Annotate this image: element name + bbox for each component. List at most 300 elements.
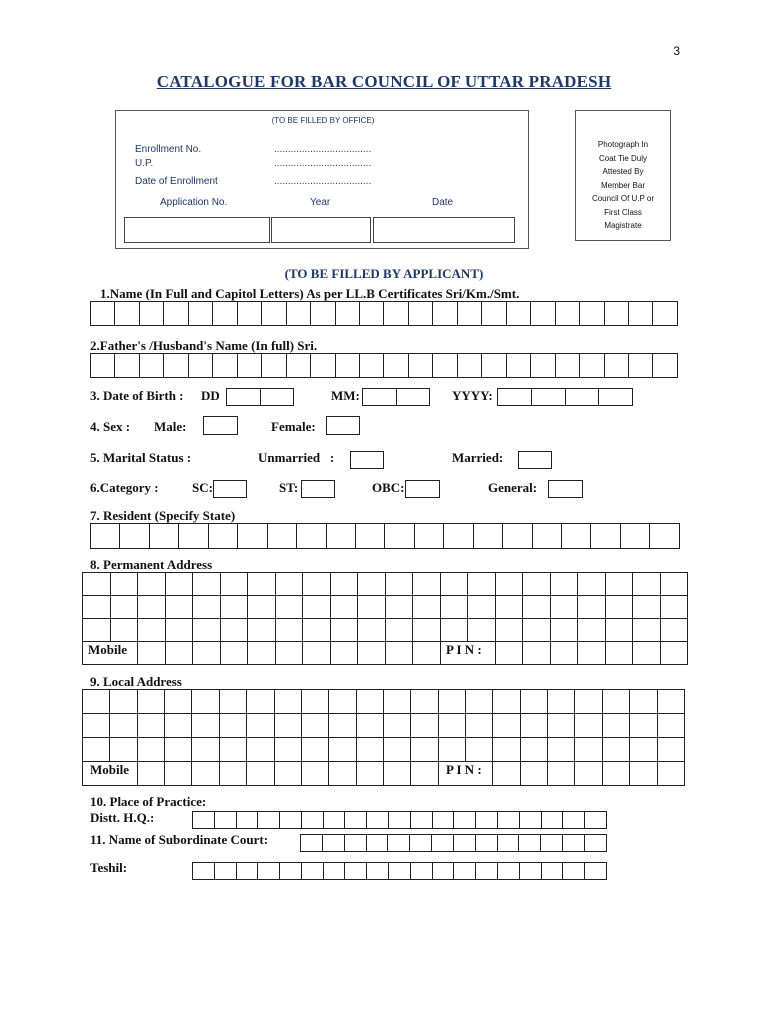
local-address-row[interactable]: [82, 689, 685, 714]
input-cell[interactable]: [357, 572, 386, 596]
input-cell[interactable]: [550, 595, 579, 619]
input-cell[interactable]: [475, 834, 498, 852]
input-cell[interactable]: [191, 737, 219, 762]
input-cell[interactable]: [518, 834, 541, 852]
input-cell[interactable]: [137, 618, 166, 642]
input-cell[interactable]: [335, 353, 360, 378]
input-cell[interactable]: [520, 689, 548, 714]
input-cell[interactable]: [302, 595, 331, 619]
input-cell[interactable]: [212, 301, 237, 326]
input-cell[interactable]: [139, 301, 164, 326]
input-cell[interactable]: [432, 862, 455, 880]
input-cell[interactable]: [164, 737, 192, 762]
input-cell[interactable]: [357, 595, 386, 619]
input-cell[interactable]: [652, 353, 677, 378]
input-cell[interactable]: [247, 595, 276, 619]
input-cell[interactable]: [481, 353, 506, 378]
input-cell[interactable]: [356, 713, 384, 738]
input-cell[interactable]: [605, 572, 634, 596]
input-cell[interactable]: [628, 301, 653, 326]
input-cell[interactable]: [629, 737, 657, 762]
input-cell[interactable]: [149, 523, 179, 549]
input-cell[interactable]: [550, 641, 579, 665]
input-cell[interactable]: [213, 480, 247, 498]
input-cell[interactable]: [520, 713, 548, 738]
input-cell[interactable]: [497, 862, 520, 880]
input-cell[interactable]: [300, 834, 323, 852]
input-cell[interactable]: [226, 388, 261, 406]
input-cell[interactable]: [473, 523, 503, 549]
input-cell[interactable]: [301, 737, 329, 762]
input-cell[interactable]: [590, 523, 620, 549]
input-cell[interactable]: [602, 761, 630, 786]
dob-day-boxes[interactable]: [226, 388, 294, 406]
input-cell[interactable]: [506, 353, 531, 378]
input-cell[interactable]: [192, 862, 215, 880]
input-cell[interactable]: [388, 811, 411, 829]
input-cell[interactable]: [220, 595, 249, 619]
input-cell[interactable]: [604, 353, 629, 378]
input-cell[interactable]: [301, 761, 329, 786]
input-cell[interactable]: [219, 737, 247, 762]
input-cell[interactable]: [574, 737, 602, 762]
input-cell[interactable]: [246, 713, 274, 738]
input-cell[interactable]: [330, 618, 359, 642]
input-cell[interactable]: [432, 811, 455, 829]
input-cell[interactable]: [165, 595, 194, 619]
input-cell[interactable]: [412, 572, 441, 596]
input-cell[interactable]: [440, 618, 469, 642]
input-cell[interactable]: [164, 713, 192, 738]
input-cell[interactable]: [328, 761, 356, 786]
input-cell[interactable]: [357, 618, 386, 642]
input-cell[interactable]: [82, 595, 111, 619]
input-cell[interactable]: [220, 572, 249, 596]
input-cell[interactable]: [385, 572, 414, 596]
input-cell[interactable]: [236, 862, 259, 880]
input-cell[interactable]: [328, 713, 356, 738]
input-cell[interactable]: [191, 689, 219, 714]
input-cell[interactable]: [481, 301, 506, 326]
input-cell[interactable]: [119, 523, 149, 549]
input-cell[interactable]: [237, 353, 262, 378]
input-cell[interactable]: [465, 737, 493, 762]
input-cell[interactable]: [261, 301, 286, 326]
input-cell[interactable]: [366, 862, 389, 880]
input-cell[interactable]: [574, 713, 602, 738]
input-cell[interactable]: [628, 353, 653, 378]
input-cell[interactable]: [467, 595, 496, 619]
input-cell[interactable]: [335, 301, 360, 326]
input-cell[interactable]: [383, 761, 411, 786]
permanent-address-row[interactable]: [82, 618, 688, 642]
input-cell[interactable]: [652, 301, 677, 326]
input-cell[interactable]: [257, 811, 280, 829]
input-cell[interactable]: [220, 618, 249, 642]
input-cell[interactable]: [139, 353, 164, 378]
input-cell[interactable]: [302, 618, 331, 642]
input-cell[interactable]: [440, 572, 469, 596]
input-cell[interactable]: [366, 811, 389, 829]
input-cell[interactable]: [584, 862, 607, 880]
input-cell[interactable]: [506, 301, 531, 326]
input-cell[interactable]: [310, 353, 335, 378]
input-cell[interactable]: [495, 641, 524, 665]
obc-checkbox[interactable]: [405, 480, 440, 498]
input-cell[interactable]: [577, 618, 606, 642]
input-cell[interactable]: [657, 737, 685, 762]
male-checkbox[interactable]: [203, 416, 238, 435]
teshil-boxes[interactable]: [192, 862, 607, 880]
input-cell[interactable]: [412, 595, 441, 619]
name-boxes[interactable]: [90, 301, 678, 326]
permanent-address-mobile-row[interactable]: [82, 641, 688, 665]
input-cell[interactable]: [457, 301, 482, 326]
input-cell[interactable]: [344, 862, 367, 880]
input-cell[interactable]: [632, 618, 661, 642]
input-cell[interactable]: [301, 689, 329, 714]
input-cell[interactable]: [605, 618, 634, 642]
input-cell[interactable]: [467, 572, 496, 596]
input-cell[interactable]: [574, 761, 602, 786]
input-cell[interactable]: [465, 713, 493, 738]
input-cell[interactable]: [492, 761, 520, 786]
input-cell[interactable]: [540, 834, 563, 852]
input-cell[interactable]: [530, 353, 555, 378]
input-cell[interactable]: [279, 811, 302, 829]
input-cell[interactable]: [203, 416, 238, 435]
input-cell[interactable]: [301, 862, 324, 880]
input-cell[interactable]: [137, 737, 165, 762]
input-cell[interactable]: [497, 834, 520, 852]
input-cell[interactable]: [302, 641, 331, 665]
input-cell[interactable]: [301, 713, 329, 738]
input-cell[interactable]: [212, 353, 237, 378]
female-checkbox[interactable]: [326, 416, 360, 435]
input-cell[interactable]: [602, 689, 630, 714]
st-checkbox[interactable]: [301, 480, 335, 498]
input-cell[interactable]: [275, 618, 304, 642]
input-cell[interactable]: [410, 737, 438, 762]
input-cell[interactable]: [562, 834, 585, 852]
input-cell[interactable]: [519, 811, 542, 829]
input-cell[interactable]: [657, 689, 685, 714]
input-cell[interactable]: [550, 572, 579, 596]
input-cell[interactable]: [577, 641, 606, 665]
input-cell[interactable]: [495, 595, 524, 619]
input-cell[interactable]: [629, 713, 657, 738]
input-cell[interactable]: [660, 641, 689, 665]
input-cell[interactable]: [82, 618, 111, 642]
input-cell[interactable]: [219, 689, 247, 714]
input-cell[interactable]: [323, 862, 346, 880]
input-cell[interactable]: [110, 595, 139, 619]
input-cell[interactable]: [192, 618, 221, 642]
input-cell[interactable]: [188, 353, 213, 378]
input-cell[interactable]: [164, 689, 192, 714]
input-cell[interactable]: [602, 737, 630, 762]
local-address-row[interactable]: [82, 713, 685, 738]
input-cell[interactable]: [302, 572, 331, 596]
input-cell[interactable]: [137, 595, 166, 619]
input-cell[interactable]: [188, 301, 213, 326]
input-cell[interactable]: [110, 618, 139, 642]
input-cell[interactable]: [541, 811, 564, 829]
input-cell[interactable]: [214, 862, 237, 880]
input-cell[interactable]: [555, 301, 580, 326]
input-cell[interactable]: [356, 761, 384, 786]
input-cell[interactable]: [410, 713, 438, 738]
input-cell[interactable]: [236, 811, 259, 829]
father-name-boxes[interactable]: [90, 353, 678, 378]
input-cell[interactable]: [492, 737, 520, 762]
input-cell[interactable]: [579, 353, 604, 378]
input-cell[interactable]: [410, 761, 438, 786]
input-cell[interactable]: [110, 572, 139, 596]
input-cell[interactable]: [550, 618, 579, 642]
input-cell[interactable]: [82, 572, 111, 596]
input-cell[interactable]: [385, 595, 414, 619]
input-cell[interactable]: [330, 572, 359, 596]
input-cell[interactable]: [579, 301, 604, 326]
year-box[interactable]: [271, 217, 371, 243]
dob-year-boxes[interactable]: [497, 388, 633, 406]
input-cell[interactable]: [165, 572, 194, 596]
input-cell[interactable]: [385, 618, 414, 642]
input-cell[interactable]: [286, 301, 311, 326]
input-cell[interactable]: [440, 595, 469, 619]
sc-checkbox[interactable]: [213, 480, 247, 498]
input-cell[interactable]: [328, 689, 356, 714]
input-cell[interactable]: [192, 595, 221, 619]
input-cell[interactable]: [310, 301, 335, 326]
input-cell[interactable]: [137, 761, 165, 786]
input-cell[interactable]: [137, 641, 166, 665]
input-cell[interactable]: [561, 523, 591, 549]
input-cell[interactable]: [547, 761, 575, 786]
input-cell[interactable]: [323, 811, 346, 829]
input-cell[interactable]: [163, 301, 188, 326]
input-cell[interactable]: [629, 761, 657, 786]
input-cell[interactable]: [247, 618, 276, 642]
input-cell[interactable]: [383, 713, 411, 738]
input-cell[interactable]: [495, 618, 524, 642]
input-cell[interactable]: [443, 523, 473, 549]
input-cell[interactable]: [82, 737, 110, 762]
input-cell[interactable]: [457, 353, 482, 378]
input-cell[interactable]: [274, 713, 302, 738]
input-cell[interactable]: [384, 523, 414, 549]
input-cell[interactable]: [356, 737, 384, 762]
input-cell[interactable]: [408, 301, 433, 326]
local-address-mobile-row[interactable]: [82, 761, 685, 786]
resident-boxes[interactable]: [90, 523, 680, 549]
input-cell[interactable]: [518, 451, 552, 469]
input-cell[interactable]: [257, 862, 280, 880]
input-cell[interactable]: [90, 353, 115, 378]
input-cell[interactable]: [465, 689, 493, 714]
input-cell[interactable]: [383, 689, 411, 714]
input-cell[interactable]: [109, 737, 137, 762]
input-cell[interactable]: [414, 523, 444, 549]
input-cell[interactable]: [632, 572, 661, 596]
input-cell[interactable]: [548, 480, 583, 498]
input-cell[interactable]: [522, 641, 551, 665]
input-cell[interactable]: [475, 862, 498, 880]
input-cell[interactable]: [383, 737, 411, 762]
input-cell[interactable]: [453, 834, 476, 852]
input-cell[interactable]: [574, 689, 602, 714]
input-cell[interactable]: [164, 761, 192, 786]
input-cell[interactable]: [359, 353, 384, 378]
dob-month-boxes[interactable]: [362, 388, 430, 406]
permanent-address-row[interactable]: [82, 595, 688, 619]
input-cell[interactable]: [322, 834, 345, 852]
input-cell[interactable]: [412, 641, 441, 665]
input-cell[interactable]: [453, 862, 476, 880]
input-cell[interactable]: [598, 388, 633, 406]
input-cell[interactable]: [502, 523, 532, 549]
input-cell[interactable]: [192, 811, 215, 829]
input-cell[interactable]: [328, 737, 356, 762]
input-cell[interactable]: [657, 761, 685, 786]
input-cell[interactable]: [555, 353, 580, 378]
input-cell[interactable]: [178, 523, 208, 549]
input-cell[interactable]: [432, 301, 457, 326]
general-checkbox[interactable]: [548, 480, 583, 498]
input-cell[interactable]: [584, 811, 607, 829]
input-cell[interactable]: [438, 737, 466, 762]
input-cell[interactable]: [208, 523, 238, 549]
input-cell[interactable]: [541, 862, 564, 880]
input-cell[interactable]: [522, 595, 551, 619]
input-cell[interactable]: [274, 761, 302, 786]
input-cell[interactable]: [165, 618, 194, 642]
input-cell[interactable]: [237, 523, 267, 549]
input-cell[interactable]: [438, 689, 466, 714]
input-cell[interactable]: [605, 595, 634, 619]
input-cell[interactable]: [408, 353, 433, 378]
input-cell[interactable]: [547, 689, 575, 714]
input-cell[interactable]: [657, 713, 685, 738]
input-cell[interactable]: [602, 713, 630, 738]
input-cell[interactable]: [114, 301, 139, 326]
input-cell[interactable]: [191, 713, 219, 738]
input-cell[interactable]: [366, 834, 389, 852]
input-cell[interactable]: [274, 737, 302, 762]
input-cell[interactable]: [246, 689, 274, 714]
input-cell[interactable]: [355, 523, 385, 549]
input-cell[interactable]: [532, 523, 562, 549]
input-cell[interactable]: [383, 353, 408, 378]
input-cell[interactable]: [286, 353, 311, 378]
input-cell[interactable]: [562, 862, 585, 880]
input-cell[interactable]: [301, 480, 335, 498]
input-cell[interactable]: [260, 388, 295, 406]
input-cell[interactable]: [192, 572, 221, 596]
input-cell[interactable]: [114, 353, 139, 378]
input-cell[interactable]: [438, 713, 466, 738]
input-cell[interactable]: [267, 523, 297, 549]
input-cell[interactable]: [219, 713, 247, 738]
input-cell[interactable]: [246, 761, 274, 786]
input-cell[interactable]: [261, 353, 286, 378]
input-cell[interactable]: [192, 641, 221, 665]
input-cell[interactable]: [396, 388, 431, 406]
input-cell[interactable]: [356, 689, 384, 714]
input-cell[interactable]: [577, 595, 606, 619]
local-address-row[interactable]: [82, 737, 685, 762]
input-cell[interactable]: [163, 353, 188, 378]
permanent-address-row[interactable]: [82, 572, 688, 596]
input-cell[interactable]: [453, 811, 476, 829]
input-cell[interactable]: [109, 689, 137, 714]
input-cell[interactable]: [301, 811, 324, 829]
input-cell[interactable]: [492, 689, 520, 714]
input-cell[interactable]: [584, 834, 607, 852]
input-cell[interactable]: [109, 713, 137, 738]
input-cell[interactable]: [531, 388, 566, 406]
input-cell[interactable]: [497, 388, 532, 406]
input-cell[interactable]: [632, 595, 661, 619]
input-cell[interactable]: [357, 641, 386, 665]
input-cell[interactable]: [492, 713, 520, 738]
input-cell[interactable]: [522, 618, 551, 642]
input-cell[interactable]: [410, 689, 438, 714]
input-cell[interactable]: [279, 862, 302, 880]
input-cell[interactable]: [359, 301, 384, 326]
input-cell[interactable]: [219, 761, 247, 786]
input-cell[interactable]: [475, 811, 498, 829]
input-cell[interactable]: [275, 595, 304, 619]
input-cell[interactable]: [275, 572, 304, 596]
input-cell[interactable]: [330, 595, 359, 619]
input-cell[interactable]: [82, 689, 110, 714]
input-cell[interactable]: [432, 353, 457, 378]
input-cell[interactable]: [137, 713, 165, 738]
input-cell[interactable]: [344, 834, 367, 852]
input-cell[interactable]: [632, 641, 661, 665]
input-cell[interactable]: [649, 523, 679, 549]
input-cell[interactable]: [520, 737, 548, 762]
input-cell[interactable]: [495, 572, 524, 596]
input-cell[interactable]: [604, 301, 629, 326]
input-cell[interactable]: [137, 689, 165, 714]
input-cell[interactable]: [90, 301, 115, 326]
input-cell[interactable]: [247, 572, 276, 596]
input-cell[interactable]: [409, 834, 432, 852]
input-cell[interactable]: [350, 451, 384, 469]
input-cell[interactable]: [214, 811, 237, 829]
input-cell[interactable]: [660, 595, 689, 619]
input-cell[interactable]: [383, 301, 408, 326]
input-cell[interactable]: [547, 737, 575, 762]
unmarried-checkbox[interactable]: [350, 451, 384, 469]
input-cell[interactable]: [274, 689, 302, 714]
input-cell[interactable]: [522, 572, 551, 596]
input-cell[interactable]: [660, 618, 689, 642]
input-cell[interactable]: [410, 811, 433, 829]
input-cell[interactable]: [275, 641, 304, 665]
input-cell[interactable]: [344, 811, 367, 829]
input-cell[interactable]: [565, 388, 600, 406]
input-cell[interactable]: [605, 641, 634, 665]
input-cell[interactable]: [82, 713, 110, 738]
input-cell[interactable]: [191, 761, 219, 786]
input-cell[interactable]: [362, 388, 397, 406]
input-cell[interactable]: [405, 480, 440, 498]
input-cell[interactable]: [137, 572, 166, 596]
